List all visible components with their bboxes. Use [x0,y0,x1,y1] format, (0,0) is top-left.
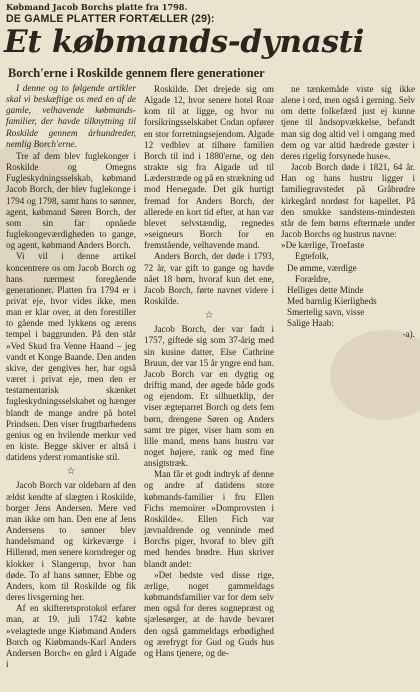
verse-line: »De kærlige, Troefaste [281,240,365,251]
body-paragraph: Jacob Borch, der var født i 1757, giftede sig som 37-årig med sin kusine datter, Else Cathrine Bruun, der var 15 år yngre end han. Jacob Borch var en dygtig og driftig mand, der øgede både gods og ejendom. Et silhuetklip, der viser ægteparret Borch og dets fem børn, drengene Søren og Anders samt tre piger, viser ham som en lille mand, mens hans hustru var noget højere, rank og med fine ansigtstræk. [144,324,274,469]
column-3 [281,84,415,341]
verse-line: De ømme, værdige [287,262,357,273]
verse-line: Salige Haab: [287,318,334,329]
headline: Et købmands-dynasti [4,24,365,60]
body-paragraph: Roskilde. Det drejede sig om Algade 12, hvor senere hotel Roar kom til at ligge, og hvor nu forsikringsselskabet Codan opfører en stor forretningsejendom. Algade 12 vedblev at tilhøre familien Borch til ind i 1880'erne, og den strakte sig fra Algade ud til Læderstræde og på en strækning ud mod Hersegade. Det gik hurtigt fremad for Anders Borch, der allerede en kort tid efter, at han var blevet selvstændig, regnedes »seigneurs Borch for en fremstående, velhavende mand. [144,84,275,251]
series-title: DE GAMLE PLATTER FORTÆLLER (29): [6,13,215,25]
gravestone-inscription [281,240,415,340]
column-2 [144,84,274,659]
verse-line: Smertelig savn, visse [287,307,365,318]
column-1 [6,84,136,670]
body-paragraph: ne tænkemåde viste sig ikke alene i ord, men også i gerning. Selv om dette folkefærd just ej kunne tjene til åndsopvækkelse, befandt man sig dog altid vel i omgang med dem og var altid hædrede gæster i deres rigelig forsynede huse«. [281,84,415,161]
verse-line: Egtefolk, [295,251,329,262]
body-paragraph: Vi vil i denne artikel koncentrere os om Jacob Borch og hans nærmest foregående generationer. Platten fra 1794 er i privat eje, hvor vides ikke, men man er klar over, at den forestiller to gående med lykkens og ærens tempel i baggrunden. På den står »Ved Skud fra Venne Haand – jeg vandt et Konge Baande. Den anden skive, der gengives her, har også været i privat eje, men den er testamentarisk skænket fugleskydningsselskabet og hænger blandt de mange andre på hotel Prindsen. Den viser frugtbarhedens genius og en hvilende merkur ved en kiste. Begge skiver er altså i datidens yderst romantiske stil. [6,251,136,463]
body-paragraph: Anders Borch, der døde i 1793, 72 år, var gift to gange og havde nået 18 børn, hvoraf kun det ene, Jacob Borch, førte navnet videre i Roskilde. [144,251,274,306]
kicker-caption: Købmand Jacob Borchs platte fra 1798. [6,2,188,12]
quote-paragraph: »Det bedste ved disse rige, ærlige, noget gammeldags købmandsfamilier var for dem selv men også for deres sognepræst og sjælesørger, at de havde bevaret den også gammeldags erbødighed og ærefrygt for Gud og Guds hus og Hans tjenere, og de- [144,569,274,658]
subheadline: Borch'erne i Roskilde gennem flere generationer [8,66,265,80]
paper-stain [330,330,420,420]
body-paragraph: Jacob Borch var oldebarn af den ældst kendte af slægten i Roskilde, borger Jens Andersen. Mere ved man ikke om han. Den ene af Jens Andersens to sønner blev handelsmand og kirkeværge i Hillerød, men senere korndreger og klokker i Slangerup, hvor han døde. To af hans sønner, Ebbe og Anders, kom til Roskilde og fik deres livsgerning her. [6,480,136,603]
section-star: ☆ [204,310,214,322]
verse-line: Forældre, [295,273,331,284]
lead-paragraph: I denne og to følgende artikler skal vi beskæftige os med en af de gamle, velhavende købmands-familier, der havde tilknytning til Roskilde gennem århundreder, nemlig Borch'erne. [6,84,136,150]
section-star: ☆ [66,466,76,478]
verse-line: Med barnlig Kierligheds [287,295,377,306]
body-paragraph: Man får et godt indtryk af denne og andre af datidens store købmands-familier i fru Ellen Fichs memoirer »Domprovsten i Roskilde«. Ellen Fich var jævnaldrende og venninde med Borchs piger, hvoraf to blev gift med hendes brødre. Hun skriver blandt andet: [144,469,274,569]
body-paragraph: Af en skifteretsprotokol erfarer man, at 19. juli 1742 købte »velagtede unge Kiøbmand Anders Borch og Kiøbmands-Karl Anders Andersen Borch« en gård i Algade i [6,603,136,669]
verse-line: -a). [402,329,415,340]
verse-line: Helliges dette Minde [287,284,364,295]
body-paragraph: Tre af dem blev fuglekonger i Roskilde og Omegns Fugleskydningsselskab, købmand Jacob Borch, der blev fuglekonge i 1794 og 1798, samt hans to sønner, agent, købmand Søren Borch, der som sin far opnåede fuglekongeværdigheden to gange, og agent, købmand Anders Borch. [6,150,136,251]
body-paragraph: Jacob Borch døde i 1821, 64 år. Han og hans hustru ligger i familiegravstedet på Gråbrødre kirkegård nordøst for kapellet. På den smukke sandstens-mindesten står de fem børns eftermæle under Jacob Borchs og hustrus navne: [281,162,415,240]
